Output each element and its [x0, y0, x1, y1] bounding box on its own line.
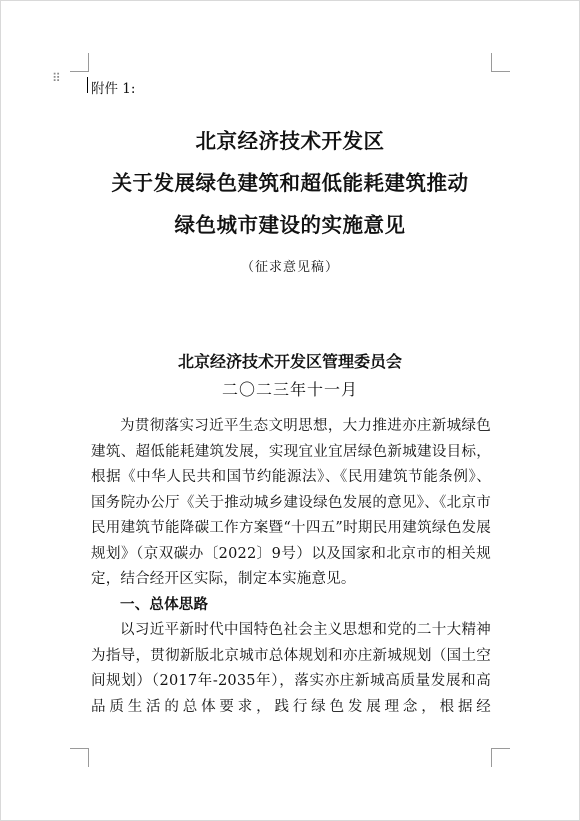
draft-note: （征求意见稿） — [240, 260, 339, 275]
body-paragraph-1: 为贯彻落实习近平生态文明思想，大力推进亦庄新城绿色建筑、超低能耗建筑发展，实现宜业宜居绿色新城建设目标，根据《中华人民共和国节约能源法》、《民用建筑节能条例》、国务院办公厅《关于推动城乡建设绿色发展的意见》、《北京市民用建筑节能降碳工作方案暨“十四五”时期民用建筑绿色发展规划》（京双碳办〔2022〕9号）以及国家和北京市的相关规定，结合经开区实际，制定本实施意见。 — [91, 418, 491, 587]
margin-marker-top-left — [70, 53, 89, 72]
issue-date: 二〇二三年十一月 — [221, 380, 358, 399]
title-line-3: 绿色城市建设的实施意见 — [174, 213, 406, 237]
margin-marker-top-right — [491, 53, 510, 72]
drag-handle-icon[interactable]: ⠿ — [52, 71, 62, 85]
issuer-org: 北京经济技术开发区管理委员会 — [177, 352, 402, 371]
margin-marker-bottom-right — [491, 748, 510, 767]
title-line-1: 北京经济技术开发区 — [195, 129, 385, 153]
text-cursor — [87, 77, 88, 93]
title-line-2: 关于发展绿色建筑和超低能耗建筑推动 — [111, 171, 469, 195]
margin-marker-bottom-left — [70, 748, 89, 767]
body-paragraph-2: 以习近平新时代中国特色社会主义思想和党的二十大精神为指导，贯彻新版北京城市总体规划和亦庄新城规划（国土空间规划）（2017年-2035年），落实亦庄新城高质量发展和高品质生活的总体要求，践行绿色发展理念，根据经 — [91, 622, 491, 715]
section-heading-1: 一、总体思路 — [120, 596, 209, 613]
attachment-label: 附件 1: — [91, 81, 136, 97]
document-body[interactable] — [91, 414, 491, 720]
